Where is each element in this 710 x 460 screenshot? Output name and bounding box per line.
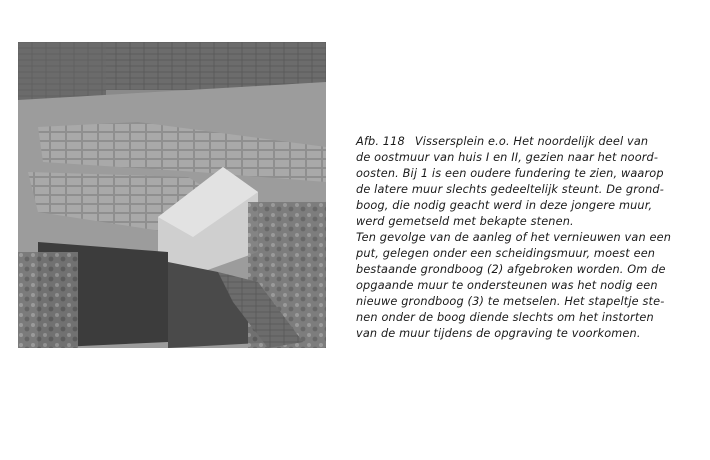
figure-label: Afb. 118 — [356, 135, 405, 148]
caption-line: Ten gevolge van de aanleg of het vernieuwen van een — [356, 231, 672, 244]
caption-line: werd gemetseld met bekapte stenen. — [356, 215, 574, 228]
caption-line: Afb. 118 Vissersplein e.o. Het noordelijk deel van — [356, 135, 649, 148]
caption-line: opgaande muur te ondersteunen was het nodig een — [356, 279, 658, 292]
caption-line: oosten. Bij 1 is een oudere fundering te zien, waarop — [356, 167, 664, 180]
excavation-photo — [18, 42, 326, 348]
figure-caption — [356, 134, 692, 342]
caption-line: put, gelegen onder een scheidingsmuur, moest een — [356, 247, 656, 260]
caption-line: nieuwe grondboog (3) te metselen. Het stapeltje ste- — [356, 295, 665, 308]
caption-line: van de muur tijdens de opgraving te voorkomen. — [356, 327, 641, 340]
caption-line: de oostmuur van huis I en II, gezien naar het noord- — [356, 151, 659, 164]
caption-line: boog, die nodig geacht werd in deze jongere muur, — [356, 199, 653, 212]
caption-line: nen onder de boog diende slechts om het instorten — [356, 311, 654, 324]
caption-line: de latere muur slechts gedeeltelijk steunt. De grond- — [356, 183, 664, 196]
caption-line: bestaande grondboog (2) afgebroken worden. Om de — [356, 263, 666, 276]
